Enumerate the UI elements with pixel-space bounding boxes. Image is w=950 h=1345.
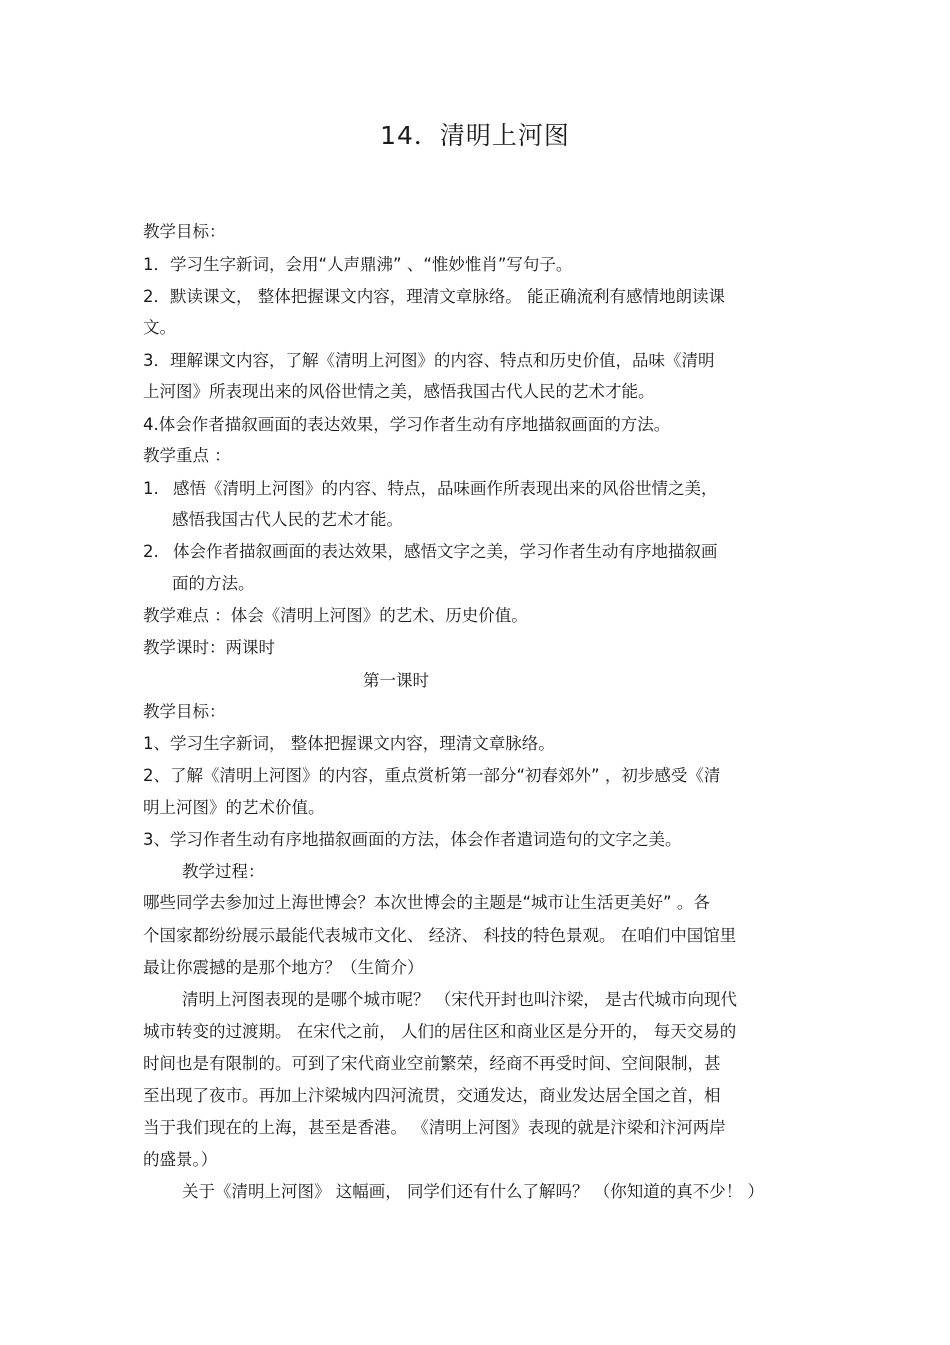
text-line: 城市转变的过渡期。 在宋代之前， 人们的居住区和商业区是分开的， 每天交易的: [143, 1022, 737, 1041]
list-item-continuation: 面的方法。: [172, 574, 255, 593]
text-line: 的盛景。）: [143, 1150, 218, 1169]
text-line: 时间也是有限制的。可到了宋代商业空前繁荣，经商不再受时间、空间限制，甚: [143, 1054, 721, 1073]
text-line: 3、学习作者生动有序地描叙画面的方法，体会作者遣词造句的文字之美。: [143, 830, 682, 849]
text-line: 3．理解课文内容，了解《清明上河图》的内容、特点和历史价值，品味《清明: [143, 351, 715, 370]
text-line: 个国家都纷纷展示最能代表城市文化、 经济、 科技的特色景观。 在咱们中国馆里: [143, 926, 737, 945]
section-heading-difficulty: 教学难点 ：体会《清明上河图》的艺术、历史价值。: [143, 606, 528, 625]
text-line: 4.体会作者描叙画面的表达效果，学习作者生动有序地描叙画面的方法。: [143, 415, 671, 434]
section-heading-objectives-2: 教学目标：: [143, 702, 226, 721]
text-line: 至出现了夜市。再加上汴梁城内四河流贯，交通发达，商业发达居全国之首，相: [143, 1086, 721, 1105]
text-line: 明上河图》的艺术价值。: [143, 798, 325, 817]
text-line: 最让你震撼的是那个地方？（生简介）: [143, 958, 424, 977]
list-item: 2. 体会作者描叙画面的表达效果，感悟文字之美，学习作者生动有序地描叙画: [143, 542, 718, 561]
lesson-heading: 第一课时: [363, 671, 429, 690]
text-line: 2．默读课文， 整体把握课文内容，理清文章脉络。 能正确流利有感情地朗读课: [143, 287, 725, 306]
list-item: 1. 感悟《清明上河图》的内容、特点，品味画作所表现出来的风俗世情之美，: [143, 479, 718, 498]
text-line: 文。: [143, 318, 176, 337]
text-line: 2、了解《清明上河图》的内容，重点赏析第一部分“初春郊外” ，初步感受《清: [143, 766, 721, 785]
text-line: 上河图》所表现出来的风俗世情之美，感悟我国古代人民的艺术才能。: [143, 382, 655, 401]
section-heading-hours: 教学课时：两课时: [143, 638, 275, 657]
text-line: 哪些同学去参加过上海世博会？本次世博会的主题是“城市让生活更美好” 。各: [143, 893, 710, 912]
text-line: 1．学习生字新词，会用“人声鼎沸” 、“惟妙惟肖”写句子。: [143, 255, 573, 274]
page-title: 14．清明上河图: [380, 121, 570, 150]
list-item-continuation: 感悟我国古代人民的艺术才能。: [172, 510, 403, 529]
section-heading-objectives: 教学目标：: [143, 222, 226, 241]
section-heading-process: 教学过程：: [182, 862, 265, 881]
text-line: 清明上河图表现的是哪个城市呢？ （宋代开封也叫汴梁， 是古代城市向现代: [182, 990, 737, 1009]
text-line: 关于《清明上河图》 这幅画， 同学们还有什么了解吗？ （你知道的真不少！ ）: [182, 1182, 764, 1201]
text-line: 1、学习生字新词， 整体把握课文内容，理清文章脉络。: [143, 734, 555, 753]
list-number: 2.: [143, 542, 159, 561]
section-heading-key-points: 教学重点 ：: [143, 446, 231, 465]
text-line: 当于我们现在的上海，甚至是香港。 《清明上河图》表现的就是汴梁和汴河两岸: [143, 1118, 726, 1137]
list-number: 1.: [143, 479, 159, 498]
